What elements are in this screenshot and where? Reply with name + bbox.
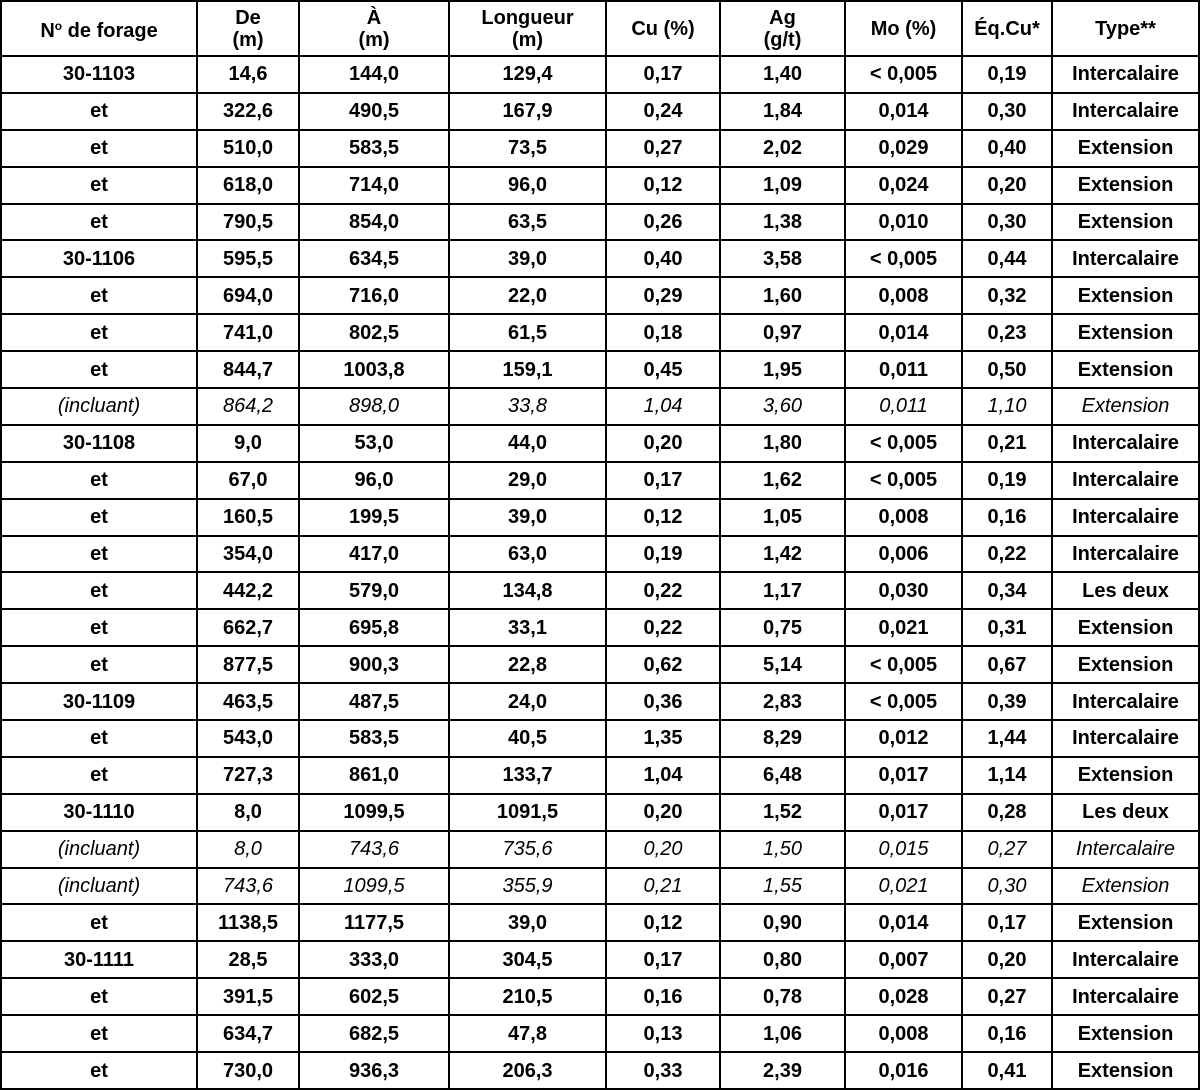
cell-type: Intercalaire <box>1052 720 1199 757</box>
cell-hole: et <box>1 499 197 536</box>
table-row <box>1 167 1199 204</box>
cell-length: 159,1 <box>449 351 606 388</box>
cell-cu: 1,04 <box>606 757 720 794</box>
cell-eqcu: 0,30 <box>962 868 1052 905</box>
cell-from: 67,0 <box>197 462 299 499</box>
cell-type: Extension <box>1052 904 1199 941</box>
cell-eqcu: 0,32 <box>962 277 1052 314</box>
cell-from: 790,5 <box>197 204 299 241</box>
table-row <box>1 462 1199 499</box>
cell-eqcu: 0,40 <box>962 130 1052 167</box>
cell-hole: 30-1106 <box>1 240 197 277</box>
table-body <box>1 56 1199 1089</box>
table-row <box>1 536 1199 573</box>
table-row <box>1 93 1199 130</box>
cell-length: 134,8 <box>449 572 606 609</box>
cell-eqcu: 0,16 <box>962 1015 1052 1052</box>
cell-ag: 5,14 <box>720 646 845 683</box>
cell-mo: 0,012 <box>845 720 962 757</box>
cell-length: 29,0 <box>449 462 606 499</box>
cell-length: 63,5 <box>449 204 606 241</box>
cell-mo: 0,010 <box>845 204 962 241</box>
cell-type: Intercalaire <box>1052 941 1199 978</box>
cell-cu: 0,27 <box>606 130 720 167</box>
table-row <box>1 314 1199 351</box>
cell-eqcu: 0,20 <box>962 941 1052 978</box>
cell-cu: 0,13 <box>606 1015 720 1052</box>
cell-ag: 0,78 <box>720 978 845 1015</box>
cell-cu: 0,36 <box>606 683 720 720</box>
cell-type: Intercalaire <box>1052 462 1199 499</box>
table-row <box>1 130 1199 167</box>
cell-ag: 2,02 <box>720 130 845 167</box>
cell-length: 24,0 <box>449 683 606 720</box>
cell-mo: < 0,005 <box>845 56 962 93</box>
cell-mo: < 0,005 <box>845 425 962 462</box>
cell-eqcu: 0,41 <box>962 1052 1052 1089</box>
cell-hole: 30-1111 <box>1 941 197 978</box>
cell-mo: < 0,005 <box>845 646 962 683</box>
cell-ag: 0,80 <box>720 941 845 978</box>
table-row <box>1 204 1199 241</box>
cell-length: 304,5 <box>449 941 606 978</box>
cell-hole: 30-1103 <box>1 56 197 93</box>
cell-eqcu: 0,19 <box>962 462 1052 499</box>
cell-from: 634,7 <box>197 1015 299 1052</box>
cell-mo: 0,011 <box>845 351 962 388</box>
cell-length: 44,0 <box>449 425 606 462</box>
cell-from: 1138,5 <box>197 904 299 941</box>
cell-cu: 0,26 <box>606 204 720 241</box>
cell-type: Intercalaire <box>1052 425 1199 462</box>
cell-from: 727,3 <box>197 757 299 794</box>
cell-mo: 0,015 <box>845 831 962 868</box>
cell-length: 735,6 <box>449 831 606 868</box>
cell-cu: 0,17 <box>606 941 720 978</box>
table-row <box>1 1015 1199 1052</box>
cell-hole: et <box>1 572 197 609</box>
table-row <box>1 499 1199 536</box>
cell-cu: 0,22 <box>606 609 720 646</box>
cell-from: 510,0 <box>197 130 299 167</box>
cell-to: 96,0 <box>299 462 449 499</box>
cell-ag: 1,80 <box>720 425 845 462</box>
cell-hole: et <box>1 1052 197 1089</box>
cell-eqcu: 1,10 <box>962 388 1052 425</box>
cell-ag: 1,62 <box>720 462 845 499</box>
cell-hole: et <box>1 167 197 204</box>
cell-from: 877,5 <box>197 646 299 683</box>
cell-type: Extension <box>1052 351 1199 388</box>
table-row <box>1 277 1199 314</box>
cell-cu: 0,22 <box>606 572 720 609</box>
cell-cu: 0,12 <box>606 499 720 536</box>
cell-mo: 0,006 <box>845 536 962 573</box>
table-row <box>1 757 1199 794</box>
cell-to: 1099,5 <box>299 794 449 831</box>
cell-to: 716,0 <box>299 277 449 314</box>
cell-ag: 3,60 <box>720 388 845 425</box>
header-ag: Ag (g/t) <box>720 1 845 56</box>
cell-cu: 0,18 <box>606 314 720 351</box>
cell-ag: 1,05 <box>720 499 845 536</box>
cell-to: 682,5 <box>299 1015 449 1052</box>
cell-hole: 30-1108 <box>1 425 197 462</box>
cell-mo: 0,014 <box>845 93 962 130</box>
cell-mo: 0,016 <box>845 1052 962 1089</box>
cell-mo: 0,008 <box>845 1015 962 1052</box>
cell-hole: et <box>1 646 197 683</box>
cell-type: Intercalaire <box>1052 56 1199 93</box>
cell-cu: 0,12 <box>606 904 720 941</box>
header-length: Longueur (m) <box>449 1 606 56</box>
cell-mo: 0,014 <box>845 904 962 941</box>
cell-cu: 0,24 <box>606 93 720 130</box>
cell-eqcu: 0,23 <box>962 314 1052 351</box>
cell-hole: et <box>1 536 197 573</box>
table-row <box>1 904 1199 941</box>
cell-to: 1099,5 <box>299 868 449 905</box>
cell-mo: 0,007 <box>845 941 962 978</box>
header-from: De (m) <box>197 1 299 56</box>
cell-to: 417,0 <box>299 536 449 573</box>
cell-cu: 0,17 <box>606 56 720 93</box>
cell-from: 442,2 <box>197 572 299 609</box>
table-row <box>1 56 1199 93</box>
cell-cu: 1,35 <box>606 720 720 757</box>
cell-to: 1177,5 <box>299 904 449 941</box>
cell-length: 355,9 <box>449 868 606 905</box>
cell-mo: 0,008 <box>845 277 962 314</box>
cell-length: 61,5 <box>449 314 606 351</box>
header-eqcu: Éq.Cu* <box>962 1 1052 56</box>
table-row <box>1 425 1199 462</box>
cell-cu: 0,29 <box>606 277 720 314</box>
cell-type: Intercalaire <box>1052 240 1199 277</box>
cell-to: 936,3 <box>299 1052 449 1089</box>
cell-hole: et <box>1 720 197 757</box>
cell-to: 490,5 <box>299 93 449 130</box>
cell-from: 694,0 <box>197 277 299 314</box>
cell-eqcu: 1,44 <box>962 720 1052 757</box>
cell-length: 96,0 <box>449 167 606 204</box>
cell-eqcu: 0,44 <box>962 240 1052 277</box>
cell-ag: 0,75 <box>720 609 845 646</box>
table-row <box>1 683 1199 720</box>
table-row <box>1 572 1199 609</box>
cell-type: Les deux <box>1052 794 1199 831</box>
cell-to: 1003,8 <box>299 351 449 388</box>
cell-eqcu: 0,34 <box>962 572 1052 609</box>
cell-from: 391,5 <box>197 978 299 1015</box>
cell-eqcu: 1,14 <box>962 757 1052 794</box>
cell-type: Extension <box>1052 1015 1199 1052</box>
cell-type: Intercalaire <box>1052 831 1199 868</box>
cell-mo: 0,024 <box>845 167 962 204</box>
cell-cu: 0,20 <box>606 831 720 868</box>
cell-hole: et <box>1 93 197 130</box>
cell-ag: 1,40 <box>720 56 845 93</box>
cell-eqcu: 0,20 <box>962 167 1052 204</box>
cell-from: 354,0 <box>197 536 299 573</box>
cell-length: 33,8 <box>449 388 606 425</box>
cell-eqcu: 0,19 <box>962 56 1052 93</box>
cell-type: Les deux <box>1052 572 1199 609</box>
table-row <box>1 978 1199 1015</box>
cell-ag: 1,55 <box>720 868 845 905</box>
cell-length: 129,4 <box>449 56 606 93</box>
cell-from: 618,0 <box>197 167 299 204</box>
cell-type: Extension <box>1052 757 1199 794</box>
cell-mo: 0,028 <box>845 978 962 1015</box>
cell-length: 206,3 <box>449 1052 606 1089</box>
cell-eqcu: 0,22 <box>962 536 1052 573</box>
cell-cu: 0,12 <box>606 167 720 204</box>
cell-to: 333,0 <box>299 941 449 978</box>
cell-from: 463,5 <box>197 683 299 720</box>
cell-mo: 0,017 <box>845 794 962 831</box>
cell-length: 167,9 <box>449 93 606 130</box>
table-row <box>1 941 1199 978</box>
header-to: À (m) <box>299 1 449 56</box>
cell-hole: et <box>1 351 197 388</box>
cell-hole: et <box>1 130 197 167</box>
cell-eqcu: 0,27 <box>962 831 1052 868</box>
cell-ag: 8,29 <box>720 720 845 757</box>
cell-mo: < 0,005 <box>845 462 962 499</box>
cell-eqcu: 0,50 <box>962 351 1052 388</box>
cell-to: 695,8 <box>299 609 449 646</box>
cell-type: Extension <box>1052 868 1199 905</box>
cell-ag: 2,39 <box>720 1052 845 1089</box>
cell-cu: 0,20 <box>606 425 720 462</box>
cell-mo: 0,008 <box>845 499 962 536</box>
cell-hole: 30-1110 <box>1 794 197 831</box>
cell-to: 583,5 <box>299 130 449 167</box>
cell-mo: 0,014 <box>845 314 962 351</box>
cell-from: 741,0 <box>197 314 299 351</box>
cell-ag: 3,58 <box>720 240 845 277</box>
table-row <box>1 1052 1199 1089</box>
cell-ag: 1,09 <box>720 167 845 204</box>
cell-cu: 0,20 <box>606 794 720 831</box>
cell-length: 39,0 <box>449 240 606 277</box>
cell-ag: 2,83 <box>720 683 845 720</box>
table-row <box>1 609 1199 646</box>
table-row <box>1 240 1199 277</box>
cell-cu: 0,17 <box>606 462 720 499</box>
cell-ag: 1,60 <box>720 277 845 314</box>
cell-to: 602,5 <box>299 978 449 1015</box>
cell-length: 210,5 <box>449 978 606 1015</box>
cell-mo: 0,021 <box>845 609 962 646</box>
cell-from: 543,0 <box>197 720 299 757</box>
header-row <box>1 1 1199 56</box>
cell-eqcu: 0,28 <box>962 794 1052 831</box>
cell-from: 8,0 <box>197 794 299 831</box>
cell-length: 40,5 <box>449 720 606 757</box>
cell-length: 39,0 <box>449 499 606 536</box>
cell-from: 864,2 <box>197 388 299 425</box>
cell-ag: 1,17 <box>720 572 845 609</box>
cell-from: 844,7 <box>197 351 299 388</box>
cell-ag: 1,06 <box>720 1015 845 1052</box>
cell-type: Extension <box>1052 277 1199 314</box>
cell-to: 144,0 <box>299 56 449 93</box>
cell-cu: 0,33 <box>606 1052 720 1089</box>
cell-length: 47,8 <box>449 1015 606 1052</box>
cell-mo: 0,021 <box>845 868 962 905</box>
cell-hole: et <box>1 1015 197 1052</box>
cell-hole: et <box>1 904 197 941</box>
cell-type: Intercalaire <box>1052 536 1199 573</box>
cell-eqcu: 0,30 <box>962 204 1052 241</box>
cell-type: Extension <box>1052 1052 1199 1089</box>
cell-to: 802,5 <box>299 314 449 351</box>
cell-hole: et <box>1 462 197 499</box>
header-type: Type** <box>1052 1 1199 56</box>
cell-mo: 0,011 <box>845 388 962 425</box>
cell-hole: 30-1109 <box>1 683 197 720</box>
cell-length: 1091,5 <box>449 794 606 831</box>
cell-to: 898,0 <box>299 388 449 425</box>
cell-from: 322,6 <box>197 93 299 130</box>
cell-to: 53,0 <box>299 425 449 462</box>
cell-type: Intercalaire <box>1052 978 1199 1015</box>
cell-to: 861,0 <box>299 757 449 794</box>
cell-mo: 0,017 <box>845 757 962 794</box>
cell-to: 854,0 <box>299 204 449 241</box>
cell-from: 9,0 <box>197 425 299 462</box>
cell-from: 14,6 <box>197 56 299 93</box>
cell-type: Extension <box>1052 388 1199 425</box>
cell-hole: (incluant) <box>1 831 197 868</box>
cell-ag: 6,48 <box>720 757 845 794</box>
cell-ag: 1,84 <box>720 93 845 130</box>
header-hole: $N^o$ de forage <box>1 1 197 56</box>
cell-cu: 1,04 <box>606 388 720 425</box>
table-row <box>1 388 1199 425</box>
cell-hole: et <box>1 978 197 1015</box>
cell-length: 22,0 <box>449 277 606 314</box>
cell-cu: 0,45 <box>606 351 720 388</box>
cell-from: 8,0 <box>197 831 299 868</box>
cell-type: Intercalaire <box>1052 93 1199 130</box>
cell-to: 487,5 <box>299 683 449 720</box>
cell-length: 33,1 <box>449 609 606 646</box>
cell-length: 63,0 <box>449 536 606 573</box>
cell-length: 39,0 <box>449 904 606 941</box>
header-mo: Mo (%) <box>845 1 962 56</box>
cell-eqcu: 0,17 <box>962 904 1052 941</box>
cell-type: Extension <box>1052 646 1199 683</box>
cell-hole: et <box>1 314 197 351</box>
cell-to: 743,6 <box>299 831 449 868</box>
cell-to: 199,5 <box>299 499 449 536</box>
cell-eqcu: 0,21 <box>962 425 1052 462</box>
cell-mo: 0,029 <box>845 130 962 167</box>
cell-ag: 1,38 <box>720 204 845 241</box>
cell-hole: (incluant) <box>1 868 197 905</box>
cell-hole: et <box>1 757 197 794</box>
cell-to: 579,0 <box>299 572 449 609</box>
cell-eqcu: 0,16 <box>962 499 1052 536</box>
cell-type: Intercalaire <box>1052 499 1199 536</box>
cell-to: 900,3 <box>299 646 449 683</box>
cell-from: 662,7 <box>197 609 299 646</box>
cell-ag: 1,95 <box>720 351 845 388</box>
cell-mo: < 0,005 <box>845 683 962 720</box>
cell-eqcu: 0,30 <box>962 93 1052 130</box>
cell-eqcu: 0,39 <box>962 683 1052 720</box>
cell-type: Extension <box>1052 314 1199 351</box>
cell-from: 730,0 <box>197 1052 299 1089</box>
cell-cu: 0,16 <box>606 978 720 1015</box>
table-row <box>1 646 1199 683</box>
table-row <box>1 831 1199 868</box>
cell-from: 743,6 <box>197 868 299 905</box>
cell-type: Extension <box>1052 609 1199 646</box>
cell-cu: 0,21 <box>606 868 720 905</box>
cell-to: 583,5 <box>299 720 449 757</box>
cell-cu: 0,62 <box>606 646 720 683</box>
cell-ag: 1,52 <box>720 794 845 831</box>
cell-hole: et <box>1 277 197 314</box>
cell-from: 160,5 <box>197 499 299 536</box>
cell-hole: et <box>1 609 197 646</box>
table-row <box>1 794 1199 831</box>
table-row <box>1 868 1199 905</box>
cell-to: 634,5 <box>299 240 449 277</box>
cell-type: Extension <box>1052 167 1199 204</box>
cell-mo: 0,030 <box>845 572 962 609</box>
cell-ag: 1,50 <box>720 831 845 868</box>
cell-length: 73,5 <box>449 130 606 167</box>
cell-mo: < 0,005 <box>845 240 962 277</box>
cell-length: 133,7 <box>449 757 606 794</box>
cell-ag: 1,42 <box>720 536 845 573</box>
header-cu: Cu (%) <box>606 1 720 56</box>
cell-eqcu: 0,67 <box>962 646 1052 683</box>
cell-type: Intercalaire <box>1052 683 1199 720</box>
table-row <box>1 720 1199 757</box>
cell-ag: 0,90 <box>720 904 845 941</box>
cell-from: 28,5 <box>197 941 299 978</box>
cell-length: 22,8 <box>449 646 606 683</box>
cell-from: 595,5 <box>197 240 299 277</box>
cell-ag: 0,97 <box>720 314 845 351</box>
cell-type: Extension <box>1052 130 1199 167</box>
cell-to: 714,0 <box>299 167 449 204</box>
cell-cu: 0,19 <box>606 536 720 573</box>
cell-cu: 0,40 <box>606 240 720 277</box>
cell-eqcu: 0,31 <box>962 609 1052 646</box>
cell-hole: et <box>1 204 197 241</box>
cell-type: Extension <box>1052 204 1199 241</box>
cell-eqcu: 0,27 <box>962 978 1052 1015</box>
cell-hole: (incluant) <box>1 388 197 425</box>
table-row <box>1 351 1199 388</box>
